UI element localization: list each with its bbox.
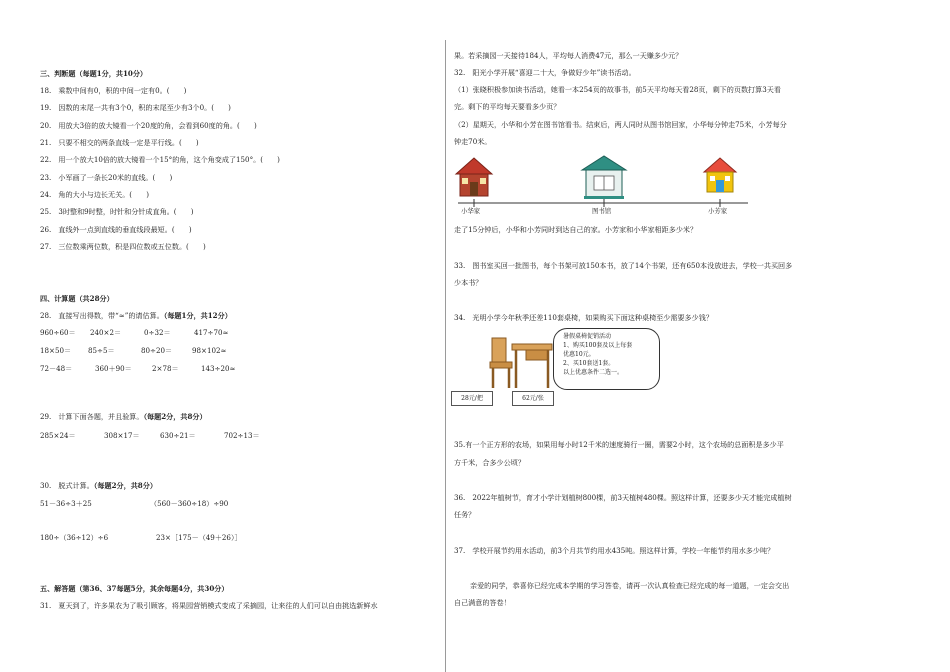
desk-price-tag: 62元/张 xyxy=(512,391,554,406)
q28-item: 417÷70≈ xyxy=(194,328,229,337)
question-36-cont: 任务？ xyxy=(454,510,476,519)
question-32-part1-cont: 完。剩下的平均每天要看多少页？ xyxy=(454,102,561,111)
question-28-score: （每题1分，共12分） xyxy=(163,311,232,320)
question-33: 33. 图书室买回一批图书，每个书架可放150本书，放了14个书架，还有650本没放进去，学校一共买回多 xyxy=(454,261,793,270)
question-33-cont: 少本书？ xyxy=(454,278,483,287)
q29-item: 285×24＝ xyxy=(40,431,76,440)
question-29-text: 29. 计算下面各题，并且验算。 xyxy=(40,412,144,421)
left-column xyxy=(0,0,445,672)
question-26: 26. 直线外一点到直线的垂直线段最短。( ) xyxy=(40,225,192,234)
q28-item: 240×2＝ xyxy=(90,328,122,337)
q30-item: （560－360÷18）÷90 xyxy=(150,499,229,508)
xiaofang-house-icon xyxy=(704,158,736,192)
question-32-part1: （1）张晓积极参加读书活动，她看一本254页的故事书，前5天平均每天看28页，剩下的页数打算3天看 xyxy=(454,85,781,94)
promo-line: 以上优惠条件二选一。 xyxy=(563,369,624,376)
question-35-cont: 方千米，合多少公顷？ xyxy=(454,458,525,467)
q30-item: 51－36÷3＋25 xyxy=(40,499,92,508)
q28-item: 2×78＝ xyxy=(152,364,179,373)
question-19: 19. 因数的末尾一共有3个0，积的末尾至少有3个0。( ) xyxy=(40,103,231,112)
question-30-score: （每题2分，共8分） xyxy=(93,481,157,490)
question-35: 35.有一个正方形的农场，如果用每小时12千米的速度骑行一圈，需要2小时，这个农场的总面积是多少平 xyxy=(454,440,784,449)
closing-message-cont: 自己满意的答卷！ xyxy=(454,598,511,607)
question-25: 25. 3时整和9时整，时针和分针成直角。( ) xyxy=(40,207,194,216)
q28-item: 960÷60＝ xyxy=(40,328,76,337)
right-column xyxy=(448,0,950,672)
question-21: 21. 只要不相交的两条直线一定是平行线。( ) xyxy=(40,138,199,147)
chair-icon xyxy=(490,338,512,388)
question-20: 20. 用放大3倍的放大镜看一个20度的角，会看到60度的角。( ) xyxy=(40,121,257,130)
q29-item: 308×17＝ xyxy=(104,431,140,440)
question-30 xyxy=(40,481,157,491)
question-22: 22. 用一个放大10倍的放大镜看一个15°的角，这个角变成了150°。( ) xyxy=(40,155,280,164)
closing-message: 亲爱的同学，恭喜你已经完成本学期的学习答卷，请再一次认真检查已经完成的每一道题，一定会交出 xyxy=(470,581,790,590)
question-28-text: 28. 直接写出得数，带“≈”的请估算。 xyxy=(40,311,164,320)
q28-item: 0÷32＝ xyxy=(144,328,171,337)
map-label-library: 图书馆 xyxy=(592,207,612,215)
promo-line: 2、买10套送1套。 xyxy=(563,360,615,367)
chair-price-tag: 28元/把 xyxy=(451,391,493,406)
question-36: 36. 2022年植树节，育才小学计划植树800棵，前3天植树480棵。照这样计算，还要多少天才能完成植树 xyxy=(454,493,792,502)
section4-title: 四、计算题（共28分） xyxy=(40,294,114,303)
q28-item: 80÷20＝ xyxy=(141,346,173,355)
q29-item: 630÷21＝ xyxy=(160,431,196,440)
q30-row-1 xyxy=(40,499,240,509)
q30-row-2 xyxy=(40,533,260,543)
question-32-end: 走了15分钟后，小华和小芳同时到达自己的家。小芳家和小华家相距多少米？ xyxy=(454,225,698,234)
promo-title: 暑假桌椅促销活动 xyxy=(563,333,612,340)
promotion-bubble xyxy=(553,328,660,390)
promo-line: 1、购买100套及以上每套 xyxy=(563,342,633,349)
question-28 xyxy=(40,311,232,321)
q30-item: 180÷（36÷12）÷6 xyxy=(40,533,109,542)
desk-chair-image xyxy=(486,334,556,390)
xiaohua-house-icon xyxy=(456,158,492,196)
question-31-start: 31. 夏天到了，许多果农为了吸引顾客，将果园营销模式变成了采摘园，让来往的人们可以自由挑选新鲜水 xyxy=(40,601,378,610)
q28-row-2 xyxy=(40,346,260,356)
question-32-part2: （2）星期天，小华和小芳在图书馆看书。结束后，两人同时从图书馆回家，小华每分钟走75米，小芳每分 xyxy=(454,120,787,129)
question-34: 34. 光明小学今年秋季还差110套桌椅，如果购买下面这种桌椅至少需要多少钱？ xyxy=(454,313,713,322)
section3-title: 三、判断题（每题1分，共10分） xyxy=(40,69,148,78)
section5-title: 五、解答题（第36、37每题5分，其余每题4分，共30分） xyxy=(40,584,229,593)
q28-item: 98×102≈ xyxy=(192,346,227,355)
map-label-xiaofang: 小芳家 xyxy=(708,207,728,215)
q28-item: 143÷20≈ xyxy=(201,364,236,373)
question-24: 24. 角的大小与边长无关。( ) xyxy=(40,190,150,199)
map-label-xiaohua: 小华家 xyxy=(461,207,481,215)
question-32-intro: 32. 阳光小学开展“喜迎二十大，争做好少年”读书活动。 xyxy=(454,68,636,77)
question-27: 27. 三位数乘两位数，积是四位数或五位数。( ) xyxy=(40,242,206,251)
question-37: 37. 学校开展节约用水活动，前3个月共节约用水435吨。照这样计算，学校一年能节约用水多少吨？ xyxy=(454,546,775,555)
question-31-continued: 果。若采摘园一天接待184人，平均每人消费47元，那么一天赚多少元？ xyxy=(454,51,683,60)
question-23: 23. 小军画了一条长20米的直线。( ) xyxy=(40,173,173,182)
question-18: 18. 乘数中间有0，积的中间一定有0。( ) xyxy=(40,86,187,95)
q28-item: 18×50＝ xyxy=(40,346,72,355)
q28-row-3 xyxy=(40,364,260,374)
desk-icon xyxy=(512,344,552,388)
question-29-score: （每题2分，共8分） xyxy=(143,412,207,421)
question-30-text: 30. 脱式计算。 xyxy=(40,481,94,490)
question-32-part2-cont: 钟走70米。 xyxy=(454,137,492,146)
q29-item: 702÷13＝ xyxy=(224,431,260,440)
column-divider xyxy=(445,40,446,672)
q28-item: 72－48＝ xyxy=(40,364,73,373)
q28-item: 360＋90＝ xyxy=(95,364,132,373)
q30-item: 23×［175－（49＋26）］ xyxy=(156,533,242,542)
q29-row xyxy=(40,431,270,441)
question-29 xyxy=(40,412,207,422)
library-icon xyxy=(582,156,626,199)
promo-line: 优惠10元。 xyxy=(563,351,595,358)
q28-item: 85÷5＝ xyxy=(88,346,115,355)
q28-row-1 xyxy=(40,328,260,338)
